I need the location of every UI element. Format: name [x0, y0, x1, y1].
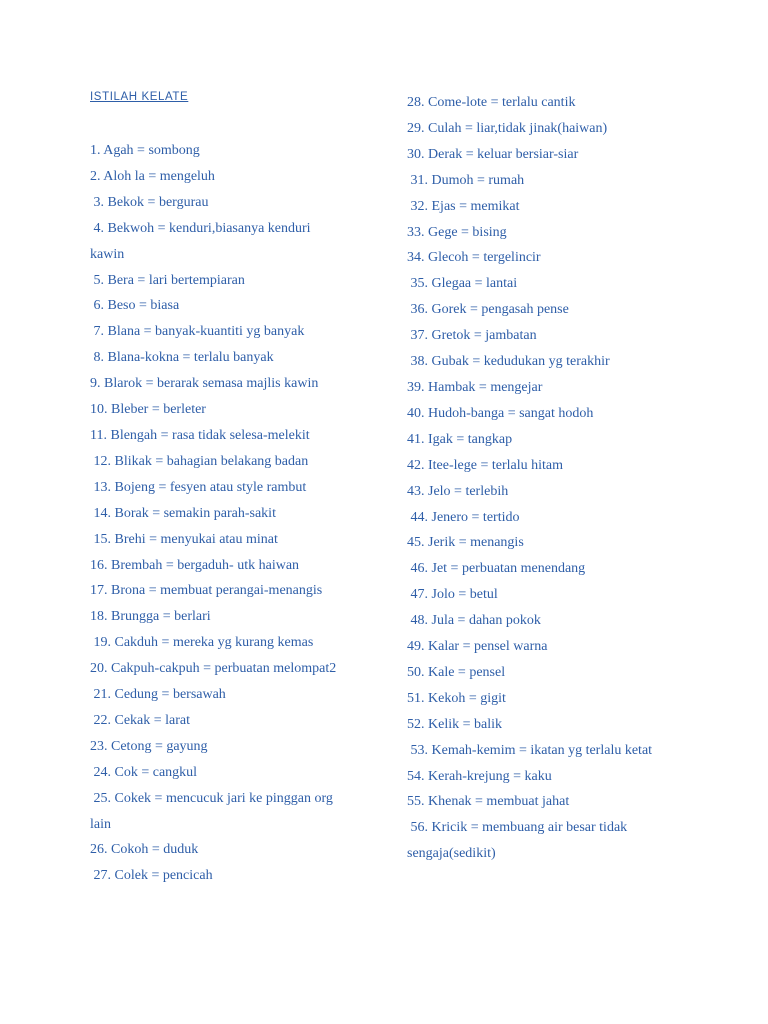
- list-item: 14. Borak = semakin parah-sakit: [90, 505, 276, 521]
- list-item: 13. Bojeng = fesyen atau style rambut: [90, 479, 307, 495]
- list-item: 53. Kemah-kemim = ikatan yg terlalu ketat: [407, 742, 653, 758]
- list-item: 30. Derak = keluar bersiar-siar: [407, 146, 579, 162]
- list-item: 31. Dumoh = rumah: [407, 172, 525, 188]
- list-item: 43. Jelo = terlebih: [407, 483, 509, 499]
- list-item: kawin: [90, 246, 125, 262]
- list-item: 34. Glecoh = tergelincir: [407, 250, 541, 266]
- list-item: 28. Come-lote = terlalu cantik: [407, 95, 576, 110]
- page-title: ISTILAH KELATE: [90, 91, 189, 103]
- list-item: 15. Brehi = menyukai atau minat: [90, 531, 278, 547]
- list-item: 51. Kekoh = gigit: [407, 690, 506, 706]
- list-item: 1. Agah = sombong: [90, 143, 200, 158]
- list-item: 48. Jula = dahan pokok: [407, 613, 541, 629]
- list-item: 49. Kalar = pensel warna: [407, 639, 548, 655]
- list-item: 25. Cokek = mencucuk jari ke pinggan org: [90, 790, 333, 806]
- list-item: 19. Cakduh = mereka yg kurang kemas: [90, 635, 314, 651]
- right-column-list: [407, 90, 737, 867]
- list-item: 12. Blikak = bahagian belakang badan: [90, 453, 309, 469]
- list-item: 7. Blana = banyak-kuantiti yg banyak: [90, 324, 305, 340]
- list-item: 11. Blengah = rasa tidak selesa-melekit: [90, 427, 310, 443]
- list-item: 4. Bekwoh = kenduri,biasanya kenduri: [90, 220, 311, 236]
- left-column-list: [90, 138, 370, 889]
- list-item: 26. Cokoh = duduk: [90, 842, 199, 858]
- list-item: 36. Gorek = pengasah pense: [407, 302, 569, 318]
- list-item: 8. Blana-kokna = terlalu banyak: [90, 350, 274, 366]
- list-item: 33. Gege = bising: [407, 224, 507, 240]
- list-item: 41. Igak = tangkap: [407, 431, 513, 447]
- list-item: 16. Brembah = bergaduh- utk haiwan: [90, 557, 300, 573]
- list-item: 54. Kerah-krejung = kaku: [407, 768, 552, 784]
- list-item: 24. Cok = cangkul: [90, 764, 198, 780]
- list-item: 18. Brungga = berlari: [90, 609, 211, 625]
- list-item: 47. Jolo = betul: [407, 587, 498, 603]
- list-item: 2. Aloh la = mengeluh: [90, 168, 215, 184]
- list-item: 45. Jerik = menangis: [407, 535, 524, 551]
- list-item: 50. Kale = pensel: [407, 664, 506, 680]
- list-item: 42. Itee-lege = terlalu hitam: [407, 457, 563, 473]
- list-item: 5. Bera = lari bertempiaran: [90, 272, 245, 288]
- list-item: 20. Cakpuh-cakpuh = perbuatan melompat2: [90, 661, 337, 677]
- list-item: 46. Jet = perbuatan menendang: [407, 561, 586, 577]
- list-item: 17. Brona = membuat perangai-menangis: [90, 583, 323, 599]
- list-item: 55. Khenak = membuat jahat: [407, 794, 570, 810]
- list-item: 35. Glegaa = lantai: [407, 276, 518, 292]
- list-item: 44. Jenero = tertido: [407, 509, 520, 525]
- list-item: 52. Kelik = balik: [407, 716, 502, 732]
- list-item: 9. Blarok = berarak semasa majlis kawin: [90, 376, 319, 392]
- list-item: 22. Cekak = larat: [90, 712, 191, 728]
- list-item: 21. Cedung = bersawah: [90, 687, 226, 703]
- list-item: 39. Hambak = mengejar: [407, 379, 543, 395]
- list-item: 6. Beso = biasa: [90, 298, 180, 314]
- list-item: 29. Culah = liar,tidak jinak(haiwan): [407, 120, 608, 136]
- list-item: 37. Gretok = jambatan: [407, 328, 537, 344]
- list-item: 23. Cetong = gayung: [90, 738, 208, 754]
- list-item: 3. Bekok = bergurau: [90, 194, 209, 210]
- list-item: 10. Bleber = berleter: [90, 402, 206, 418]
- list-item: 32. Ejas = memikat: [407, 198, 520, 214]
- list-item: 40. Hudoh-banga = sangat hodoh: [407, 405, 594, 421]
- list-item: 38. Gubak = kedudukan yg terakhir: [407, 354, 610, 370]
- list-item: lain: [90, 816, 111, 832]
- list-item: 27. Colek = pencicah: [90, 868, 213, 884]
- list-item: sengaja(sedikit): [407, 846, 496, 862]
- list-item: 56. Kricik = membuang air besar tidak: [407, 820, 628, 836]
